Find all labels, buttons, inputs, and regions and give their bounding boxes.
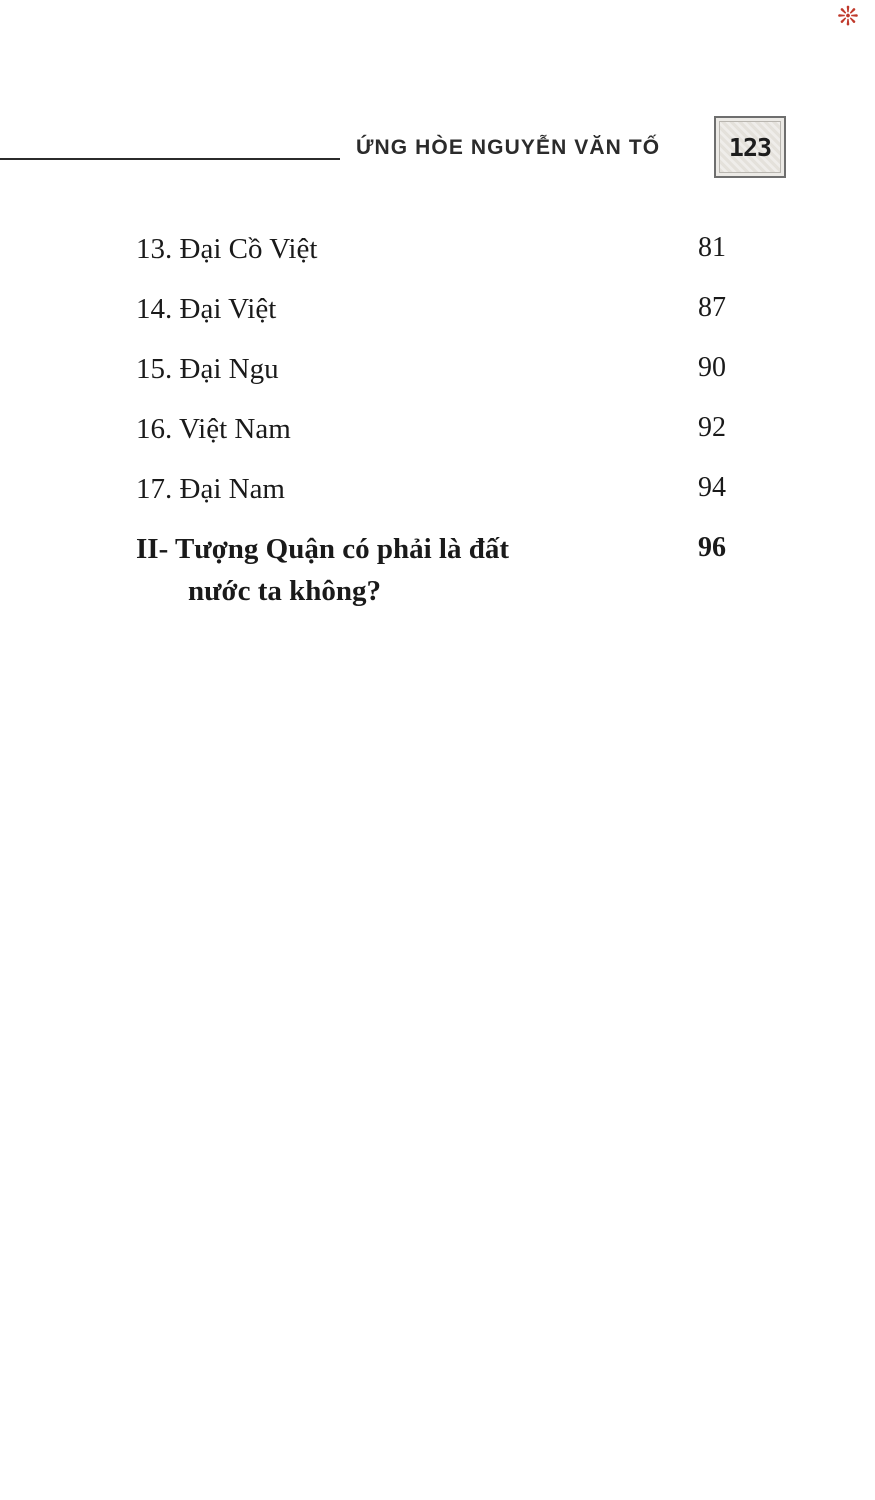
toc-entry-page: 94 xyxy=(698,472,726,504)
toc-entry-page: 96 xyxy=(698,532,726,564)
toc-entry[interactable] xyxy=(136,408,744,450)
toc-entry[interactable] xyxy=(136,288,744,330)
toc-entry-label xyxy=(136,528,606,612)
toc-entry-page: 87 xyxy=(698,292,726,324)
toc-entry-section[interactable] xyxy=(136,528,744,612)
running-head-rule xyxy=(0,158,340,160)
running-head-author: ỨNG HÒE NGUYỄN VĂN TỐ xyxy=(356,136,661,159)
running-head xyxy=(0,110,875,182)
corner-ornament-icon: ❊ xyxy=(837,2,859,32)
folio-box-inner xyxy=(719,121,781,173)
folio-number: 123 xyxy=(728,132,772,162)
toc-entry-page: 90 xyxy=(698,352,726,384)
toc-entry-page: 81 xyxy=(698,232,726,263)
folio-box xyxy=(714,116,786,178)
toc-entry-label: 15. Đại Ngu xyxy=(136,353,279,386)
toc-entry-label-line2: nước ta không? xyxy=(188,575,382,608)
toc-entry[interactable] xyxy=(136,468,744,510)
toc-entry-page: 92 xyxy=(698,412,726,444)
toc-entry-label-line1: II- Tượng Quận có phải là đất xyxy=(136,533,509,566)
toc-entry-label: 16. Việt Nam xyxy=(136,413,291,446)
toc-entry[interactable] xyxy=(136,348,744,390)
toc-entry-label: 17. Đại Nam xyxy=(136,473,285,506)
toc-entry-label: 13. Đại Cồ Việt xyxy=(136,233,318,265)
toc-entry-label: 14. Đại Việt xyxy=(136,293,277,326)
table-of-contents xyxy=(136,228,744,630)
toc-entry[interactable] xyxy=(136,228,744,270)
